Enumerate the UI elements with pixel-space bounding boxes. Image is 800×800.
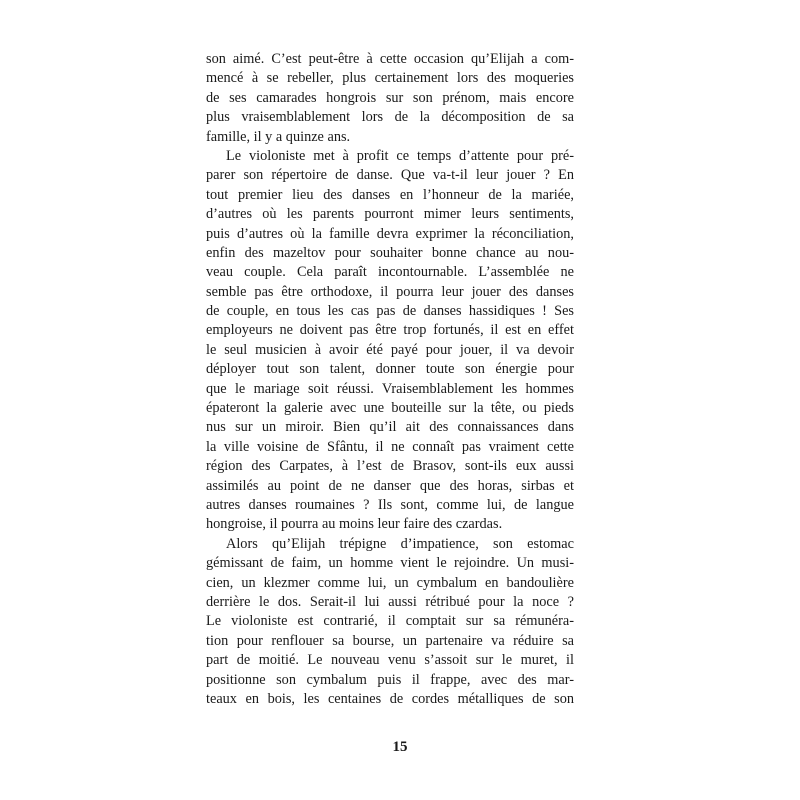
- paragraph: [206, 50, 574, 147]
- text-line: le seul musicien à avoir été payé pour jouer, il va devoir: [206, 341, 574, 358]
- text-line: employeurs ne doivent pas être trop fortunés, il est en effet: [206, 322, 574, 339]
- text-line: déployer tout son talent, donner toute son énergie pour: [206, 361, 574, 378]
- text-line: épateront la galerie avec une bouteille sur la tête, ou pieds: [206, 400, 574, 417]
- paragraph: [206, 535, 574, 710]
- text-line: semble pas être orthodoxe, il pourra leur jouer des danses: [206, 283, 574, 300]
- text-line: autres danses roumaines ? Ils sont, comme lui, de langue: [206, 496, 574, 513]
- text-line: nus sur un miroir. Bien qu’il ait des connaissances dans: [206, 419, 574, 436]
- text-line: mencé à se rebeller, plus certainement lors des moqueries: [206, 70, 574, 87]
- text-line: puis d’autres où la famille devra exprimer la réconciliation,: [206, 225, 574, 242]
- text-line: la ville voisine de Sfântu, il ne connaît pas vraiment cette: [206, 438, 574, 455]
- text-line: tion pour renflouer sa bourse, un partenaire va réduire sa: [206, 632, 574, 649]
- text-line: Le violoniste est contrarié, il comptait sur sa rémunéra-: [206, 613, 574, 630]
- text-line: de couple, en tous les cas pas de danses hassidiques ! Ses: [206, 303, 574, 320]
- text-line: région des Carpates, à l’est de Brasov, sont-ils eux aussi: [206, 458, 574, 475]
- text-line: famille, il y a quinze ans.: [206, 128, 351, 145]
- text-line: gémissant de faim, un homme vient le rejoindre. Un musi-: [206, 555, 574, 572]
- text-line: que le mariage soit réussi. Vraisemblablement les hommes: [206, 380, 574, 397]
- text-line: tout premier lieu des danses en l’honneur de la mariée,: [206, 186, 574, 203]
- text-line: Le violoniste met à profit ce temps d’attente pour pré-: [226, 147, 574, 164]
- text-line: Alors qu’Elijah trépigne d’impatience, son estomac: [226, 535, 574, 552]
- text-line: son aimé. C’est peut-être à cette occasion qu’Elijah a com-: [206, 51, 574, 67]
- text-line: veau couple. Cela paraît incontournable. L’assemblée ne: [206, 264, 574, 281]
- text-line: derrière le dos. Serait-il lui aussi rétribué pour la noce ?: [206, 593, 574, 610]
- text-line: cien, un klezmer comme lui, un cymbalum en bandoulière: [206, 574, 574, 591]
- text-line: parer son répertoire de danse. Que va-t-il leur jouer ? En: [206, 167, 574, 184]
- text-line: enfin des mazeltov pour souhaiter bonne chance au nou-: [206, 244, 574, 261]
- text-line: hongroise, il pourra au moins leur faire des czardas.: [206, 516, 503, 533]
- text-line: de ses camarades hongrois sur son prénom, mais encore: [206, 89, 574, 106]
- paragraph: [206, 147, 574, 535]
- page-number: 15: [392, 739, 408, 755]
- text-line: part de moitié. Le nouveau venu s’assoit sur le muret, il: [206, 652, 574, 669]
- text-line: plus vraisemblablement lors de la décomposition de sa: [206, 109, 574, 126]
- text-line: d’autres où les parents pourront mimer leurs sentiments,: [206, 206, 574, 223]
- body-text: [206, 50, 574, 709]
- text-line: positionne son cymbalum puis il frappe, avec des mar-: [206, 671, 574, 688]
- text-line: teaux en bois, les centaines de cordes métalliques de son: [206, 690, 574, 707]
- text-line: assimilés au point de ne danser que des horas, sirbas et: [206, 477, 574, 494]
